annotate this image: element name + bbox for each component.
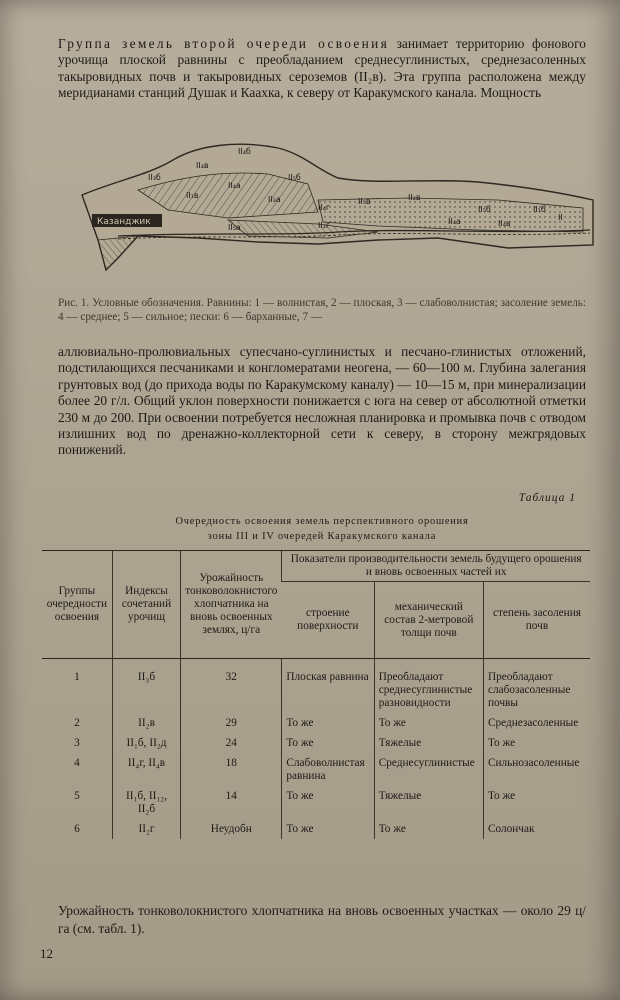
map-label: II: [558, 213, 563, 222]
row-mechanical: То же: [374, 819, 483, 839]
map-label: II₂в: [408, 193, 421, 202]
table-title-line-2: зоны III и IV очередей Каракумского канала: [207, 531, 437, 542]
row-group: 5: [74, 790, 80, 802]
row-salinity: Сильнозасоленные: [483, 753, 590, 786]
table-row: [42, 819, 590, 839]
row-index: II₂в: [112, 713, 180, 733]
row-index: II₃б: [112, 659, 180, 714]
map-label: II₂г: [318, 221, 331, 230]
row-index: II₂г: [112, 819, 180, 839]
row-salinity: Солончак: [483, 819, 590, 839]
figure-caption: Рис. 1. Условные обозначения. Равнины: 1 — волнистая, 2 — плоская, 3 — слабоволнистая; засоление земель: 4 — среднее; 5 — сильное; пески: 6 — барханные, 7 —: [58, 297, 586, 323]
table-title-line-1: Очередность освоения земель перспективного орошения: [175, 516, 469, 527]
map-label: II₄а: [448, 217, 461, 226]
intro-paragraph: [58, 36, 586, 102]
map-label: II₅а: [228, 223, 241, 232]
row-mechanical: Тяжелые: [374, 786, 483, 819]
table-title: [58, 514, 586, 544]
row-surface: Слабоволнистая равнина: [282, 753, 374, 786]
row-group: 3: [74, 737, 80, 749]
schematic-map-figure: [78, 140, 598, 280]
table-row: [42, 753, 590, 786]
header-index: Индексы сочетаний урочищ: [112, 551, 180, 659]
row-mechanical: Тяжелые: [374, 733, 483, 753]
row-salinity: То же: [483, 786, 590, 819]
map-label: II₄в: [196, 161, 209, 170]
row-group: 6: [74, 823, 80, 835]
map-label: II₄б: [238, 147, 251, 156]
row-index: II₄г, II₄в: [112, 753, 180, 786]
table-row: [42, 733, 590, 753]
row-mechanical: Среднесуглинистые: [374, 753, 483, 786]
table-row: [42, 659, 590, 714]
row-index: II₁б, II₂д: [112, 733, 180, 753]
map-label: II₅б: [288, 173, 301, 182]
row-mechanical: Преобладают среднесуглинистые разновидности: [374, 659, 483, 714]
map-label: II₅б: [478, 205, 491, 214]
row-yield: 18: [181, 753, 282, 786]
map-label: II₁б: [533, 205, 546, 214]
row-yield: 24: [181, 733, 282, 753]
map-label: II₁в: [186, 191, 199, 200]
map-label: II₄в: [498, 219, 511, 228]
map-label: II₅в: [358, 197, 371, 206]
table-row: [42, 713, 590, 733]
row-group: 4: [74, 757, 80, 769]
table-row: [42, 786, 590, 819]
map-label: II₃а: [268, 195, 281, 204]
row-salinity: Среднезасоленные: [483, 713, 590, 733]
closing-paragraph: Урожайность тонковолокнистого хлопчатника на вновь освоенных участках — около 29 ц/га (см. табл. 1).: [58, 903, 586, 936]
intro-paragraph-text: занимает территорию фонового урочища плоской равнины с преобладанием среднесуглинистых, среднезасоленных такыровидных почв и такыровидных сероземов (II₂в). Эта группа расположена между меридианами станций Душак и Каахка, к северу от Каракумского канала. Мощность: [58, 36, 586, 101]
header-group: Группы очередности освоения: [42, 551, 112, 659]
row-yield: Неудобн: [181, 819, 282, 839]
place-name: Казанджик: [97, 217, 151, 227]
row-surface: То же: [282, 713, 374, 733]
continuation-paragraph: аллювиально-пролювиальных супесчано-суглинистых и песчано-глинистых отложений, подстилающихся песчаниками и конгломератами неогена, — 60—100 м. Глубина залегания грунтовых вод (до прихода воды по Каракумскому каналу) — 10—15 м, при минерализации более 20 г/л. Общий уклон поверхности понижается с юга на север от абсолютной отметки 230 м до 200. При освоении потребуется несложная планировка и промывка почв с отводом излишних вод по дренажно-коллекторной сети к северу, в сторону межгрядовых понижений.: [58, 344, 586, 458]
map-label: II₄г: [318, 203, 331, 212]
row-index: II₁б, II₁₂, II₂б: [112, 786, 180, 819]
row-surface: Плоская равнина: [282, 659, 374, 714]
page-number: 12: [40, 946, 53, 961]
row-salinity: Преобладают слабозасоленные почвы: [483, 659, 590, 714]
header-indicators: Показатели производительности земель будущего орошения и вновь освоенных частей их: [282, 551, 590, 582]
map-label: II₃б: [148, 173, 161, 182]
row-yield: 32: [181, 659, 282, 714]
header-mechanical: механический состав 2-метровой толщи почв: [374, 582, 483, 659]
row-salinity: То же: [483, 733, 590, 753]
row-yield: 29: [181, 713, 282, 733]
row-group: 1: [74, 671, 80, 683]
priority-table: [42, 550, 590, 839]
row-yield: 14: [181, 786, 282, 819]
row-surface: То же: [282, 786, 374, 819]
row-surface: То же: [282, 819, 374, 839]
spaced-heading-phrase: Группа земель второй очереди освоения: [58, 36, 390, 51]
map-label: II₄а: [228, 181, 241, 190]
header-salinity: степень засоления почв: [483, 582, 590, 659]
table-label: Таблица 1: [518, 492, 576, 504]
row-mechanical: То же: [374, 713, 483, 733]
table-body: [42, 659, 590, 840]
header-surface: строение поверхности: [282, 582, 374, 659]
row-group: 2: [74, 717, 80, 729]
row-surface: То же: [282, 733, 374, 753]
header-yield: Урожайность тонковолокнистого хлопчатника на вновь освоенных землях, ц/га: [181, 551, 282, 659]
